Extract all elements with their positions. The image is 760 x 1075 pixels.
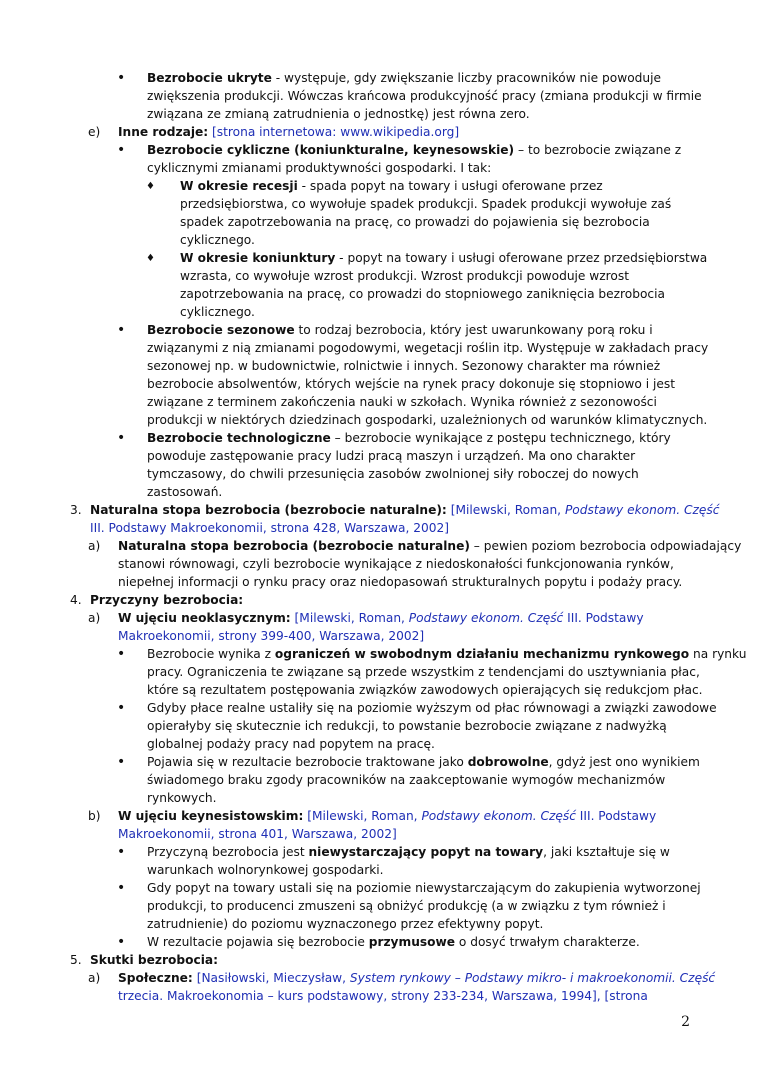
text-line xyxy=(147,394,657,411)
body-text: produkcji, to producenci zmuszeni są obniżyć produkcję (a w związku z tym również i xyxy=(147,899,666,913)
term-bold: ograniczeń w swobodnym działaniu mechanizmu rynkowego xyxy=(274,647,690,661)
citation-text: [Milewski, Roman, xyxy=(450,503,565,517)
body-text: przedsiębiorstwa, co wywołuje spadek produkcji. Spadek produkcji wywołuje zaś xyxy=(180,197,672,211)
body-text: Gdyby płace realne ustaliły się na poziomie wyższym od płac równowagi a związki zawodowe xyxy=(147,701,717,715)
term-bold: W ujęciu keynesistowskim: xyxy=(118,809,304,823)
text-line xyxy=(147,646,746,663)
body-text: tymczasowy, do chwili przesunięcia zasobów zwolnionej siły roboczej do nowych xyxy=(147,467,639,481)
citation-text: III. Podstawy xyxy=(575,809,657,823)
text-line xyxy=(147,466,639,483)
list-marker: • xyxy=(117,142,126,158)
body-text: Gdy popyt na towary ustali się na poziomie niewystarczającym do zakupienia wytworzonej xyxy=(147,881,701,895)
term-bold: Inne rodzaje: xyxy=(118,125,209,139)
text-line xyxy=(118,808,656,825)
list-marker: a) xyxy=(88,611,101,625)
body-text: zwiększenia produkcji. Wówczas krańcowa produkcyjność pracy (zmiana produkcji w firmie xyxy=(147,89,702,103)
list-marker: e) xyxy=(88,125,101,139)
body-text: - popyt na towary i usługi oferowane przez przedsiębiorstwa xyxy=(335,251,708,265)
citation-text: III. Podstawy Makroekonomii, strona 428, Warszawa, 2002] xyxy=(90,521,450,535)
citation-text: [Nasiłowski, Mieczysław, xyxy=(196,971,350,985)
text-line xyxy=(147,790,217,807)
list-marker: • xyxy=(117,934,126,950)
citation-text: [Milewski, Roman, xyxy=(307,809,422,823)
text-line xyxy=(118,556,674,573)
text-line xyxy=(180,196,671,213)
text-line xyxy=(147,736,435,753)
text-line xyxy=(147,142,681,159)
term-bold: W ujęciu neoklasycznym: xyxy=(118,611,291,625)
text-line xyxy=(147,88,702,105)
citation-text: [Milewski, Roman, xyxy=(294,611,409,625)
term-bold: Skutki bezrobocia: xyxy=(90,953,218,967)
text-line xyxy=(147,754,700,771)
body-text: warunkach wolnorynkowej gospodarki. xyxy=(147,863,384,877)
text-line xyxy=(147,448,635,465)
list-marker: • xyxy=(117,880,126,896)
body-text: sezonowej np. w budownictwie, rolnictwie i innych. Sezonowy charakter ma również xyxy=(147,359,661,373)
text-line xyxy=(147,844,670,861)
term-bold: przymusowe xyxy=(368,935,456,949)
body-text: o dosyć trwałym charakterze. xyxy=(455,935,640,949)
list-marker: 3. xyxy=(70,503,82,517)
body-text: – bezrobocie wynikające z postępu technicznego, który xyxy=(330,431,671,445)
term-bold: Bezrobocie cykliczne (koniunkturalne, keynesowskie) xyxy=(147,143,515,157)
body-text: związana ze zmianą zatrudnienia o jednostkę) jest równa zero. xyxy=(147,107,530,121)
body-text: związane z terminem zakończenia nauki w szkołach. Wynika również z sezonowości xyxy=(147,395,657,409)
text-line xyxy=(147,880,701,897)
body-text: produkcji w niektórych dziedzinach gospodarki, uzależnionych od warunków klimatycznych. xyxy=(147,413,708,427)
body-text: - spada popyt na towary i usługi oferowane przez xyxy=(297,179,603,193)
list-marker: • xyxy=(117,700,126,716)
body-text: cyklicznego. xyxy=(180,305,255,319)
text-line xyxy=(118,124,459,141)
term-bold: niewystarczający popyt na towary xyxy=(308,845,544,859)
citation-text: Podstawy ekonom. Część xyxy=(421,809,576,823)
term-bold: Przyczyny bezrobocia: xyxy=(90,593,244,607)
text-line xyxy=(180,286,665,303)
body-text: wzrasta, co wywołuje wzrost produkcji. Wzrost produkcji powoduje wzrost xyxy=(180,269,629,283)
text-line xyxy=(118,538,741,555)
text-line xyxy=(147,718,667,735)
body-text: stanowi równowagi, czyli bezrobocie wynikające z niedoskonałości funkcjonowania rynków, xyxy=(118,557,674,571)
body-text: , gdyż jest ono wynikiem xyxy=(548,755,700,769)
body-text: na rynku xyxy=(689,647,747,661)
list-marker: 5. xyxy=(70,953,82,967)
body-text: - występuje, gdy zwiększanie liczby pracowników nie powoduje xyxy=(271,71,661,85)
text-line xyxy=(147,412,707,429)
text-line xyxy=(147,772,665,789)
body-text: niepełnej informacji o rynku pracy oraz niedopasowań strukturalnych popytu i podaży pracy. xyxy=(118,575,683,589)
citation-text: III. Podstawy xyxy=(563,611,644,625)
body-text: związanymi z nią zmianami pogodowymi, wegetacji roślin itp. Występuje w zakładach pracy xyxy=(147,341,709,355)
list-marker: • xyxy=(117,754,126,770)
body-text: świadomego braku zgody pracowników na zaakceptowanie wymogów mechanizmów xyxy=(147,773,666,787)
body-text: Przyczyną bezrobocia jest xyxy=(147,845,309,859)
text-line xyxy=(118,988,648,1005)
body-text: zastosowań. xyxy=(147,485,223,499)
text-line xyxy=(180,232,255,249)
text-line xyxy=(180,268,629,285)
text-line xyxy=(147,322,653,339)
body-text: zatrudnienie) do poziomu wyznaczonego przez efektywny popyt. xyxy=(147,917,544,931)
text-line xyxy=(118,610,644,627)
term-bold: Naturalna stopa bezrobocia (bezrobocie naturalne): xyxy=(90,503,447,517)
text-line xyxy=(147,430,671,447)
text-line xyxy=(147,106,530,123)
text-line xyxy=(147,484,222,501)
body-text: cyklicznymi zmianami produktywności gospodarki. I tak: xyxy=(147,161,492,175)
text-line xyxy=(147,160,491,177)
body-text: – to bezrobocie związane z xyxy=(514,143,682,157)
text-line xyxy=(180,304,255,321)
text-line xyxy=(147,916,543,933)
citation-text: System rynkowy – Podstawy mikro- i makroekonomii. Część xyxy=(349,971,716,985)
citation-text: trzecia. Makroekonomia – kurs podstawowy, strony 233-234, Warszawa, 1994], [strona xyxy=(118,989,648,1003)
body-text: , jaki kształtuje się w xyxy=(543,845,670,859)
text-line xyxy=(90,502,719,519)
text-line xyxy=(118,826,397,843)
list-marker: a) xyxy=(88,971,101,985)
term-bold: Bezrobocie ukryte xyxy=(147,71,272,85)
list-marker: • xyxy=(117,430,126,446)
list-marker: • xyxy=(117,322,126,338)
term-bold: W okresie koniunktury xyxy=(180,251,336,265)
list-marker: 4. xyxy=(70,593,82,607)
body-text: Pojawia się w rezultacie bezrobocie traktowane jako xyxy=(147,755,468,769)
text-line xyxy=(90,592,243,609)
text-line xyxy=(147,700,717,717)
text-line xyxy=(147,376,675,393)
body-text: rynkowych. xyxy=(147,791,217,805)
text-line xyxy=(180,214,650,231)
body-text: to rodzaj bezrobocia, który jest uwarunkowany porą roku i xyxy=(294,323,653,337)
text-line xyxy=(147,70,661,87)
citation-text: Makroekonomii, strona 401, Warszawa, 2002] xyxy=(118,827,397,841)
list-marker: b) xyxy=(88,809,101,823)
body-text: globalnej podaży pracy nad popytem na pracę. xyxy=(147,737,435,751)
list-marker: ♦ xyxy=(146,253,155,264)
body-text: W rezultacie pojawia się bezrobocie xyxy=(147,935,369,949)
citation-text: Podstawy ekonom. Część xyxy=(564,503,720,517)
body-text: bezrobocie absolwentów, których wejście na rynek pracy dokonuje się stopniowo i jest xyxy=(147,377,675,391)
list-marker: a) xyxy=(88,539,101,553)
text-line xyxy=(90,952,218,969)
term-bold: Bezrobocie sezonowe xyxy=(147,323,295,337)
body-text: cyklicznego. xyxy=(180,233,255,247)
body-text: Bezrobocie wynika z xyxy=(147,647,275,661)
body-text: które są rezultatem postępowania związków zawodowych opierających się redukcjom płac. xyxy=(147,683,703,697)
text-line xyxy=(147,862,384,879)
body-text: powoduje zastępowanie pracy ludzi pracą maszyn i urządzeń. Ma ono charakter xyxy=(147,449,636,463)
body-text: zapotrzebowania na pracę, co prowadzi do stopniowego zaniknięcia bezrobocia xyxy=(180,287,665,301)
text-line xyxy=(147,934,640,951)
page-number: 2 xyxy=(681,1014,690,1030)
body-text: spadek zapotrzebowania na pracę, co prowadzi do pojawienia się bezrobocia xyxy=(180,215,650,229)
list-marker: • xyxy=(117,844,126,860)
citation-text: Makroekonomii, strony 399-400, Warszawa, 2002] xyxy=(118,629,425,643)
list-marker: ♦ xyxy=(146,181,155,192)
body-text: opierałyby się skutecznie ich redukcji, to powstanie bezrobocie związane z nadwyżką xyxy=(147,719,667,733)
list-marker: • xyxy=(117,70,126,86)
text-line xyxy=(180,250,707,267)
list-marker: • xyxy=(117,646,126,662)
citation-text: Podstawy ekonom. Część xyxy=(408,611,564,625)
text-line xyxy=(147,898,666,915)
text-line xyxy=(90,520,449,537)
text-line xyxy=(147,358,660,375)
text-line xyxy=(180,178,603,195)
term-bold: Naturalna stopa bezrobocia (bezrobocie naturalne) xyxy=(118,539,470,553)
text-line xyxy=(118,970,715,987)
text-line xyxy=(147,340,708,357)
text-line xyxy=(118,628,424,645)
text-line xyxy=(147,682,703,699)
body-text: pracy. Ograniczenia te związane są przede wszystkim z tendencjami do usztywniania płac, xyxy=(147,665,700,679)
term-bold: Społeczne: xyxy=(118,971,193,985)
term-bold: dobrowolne xyxy=(467,755,549,769)
text-line xyxy=(147,664,700,681)
term-bold: Bezrobocie technologiczne xyxy=(147,431,331,445)
text-line xyxy=(118,574,682,591)
body-text: – pewien poziom bezrobocia odpowiadający xyxy=(469,539,742,553)
term-bold: W okresie recesji xyxy=(180,179,298,193)
citation-text: [strona internetowa: www.wikipedia.org] xyxy=(212,125,460,139)
